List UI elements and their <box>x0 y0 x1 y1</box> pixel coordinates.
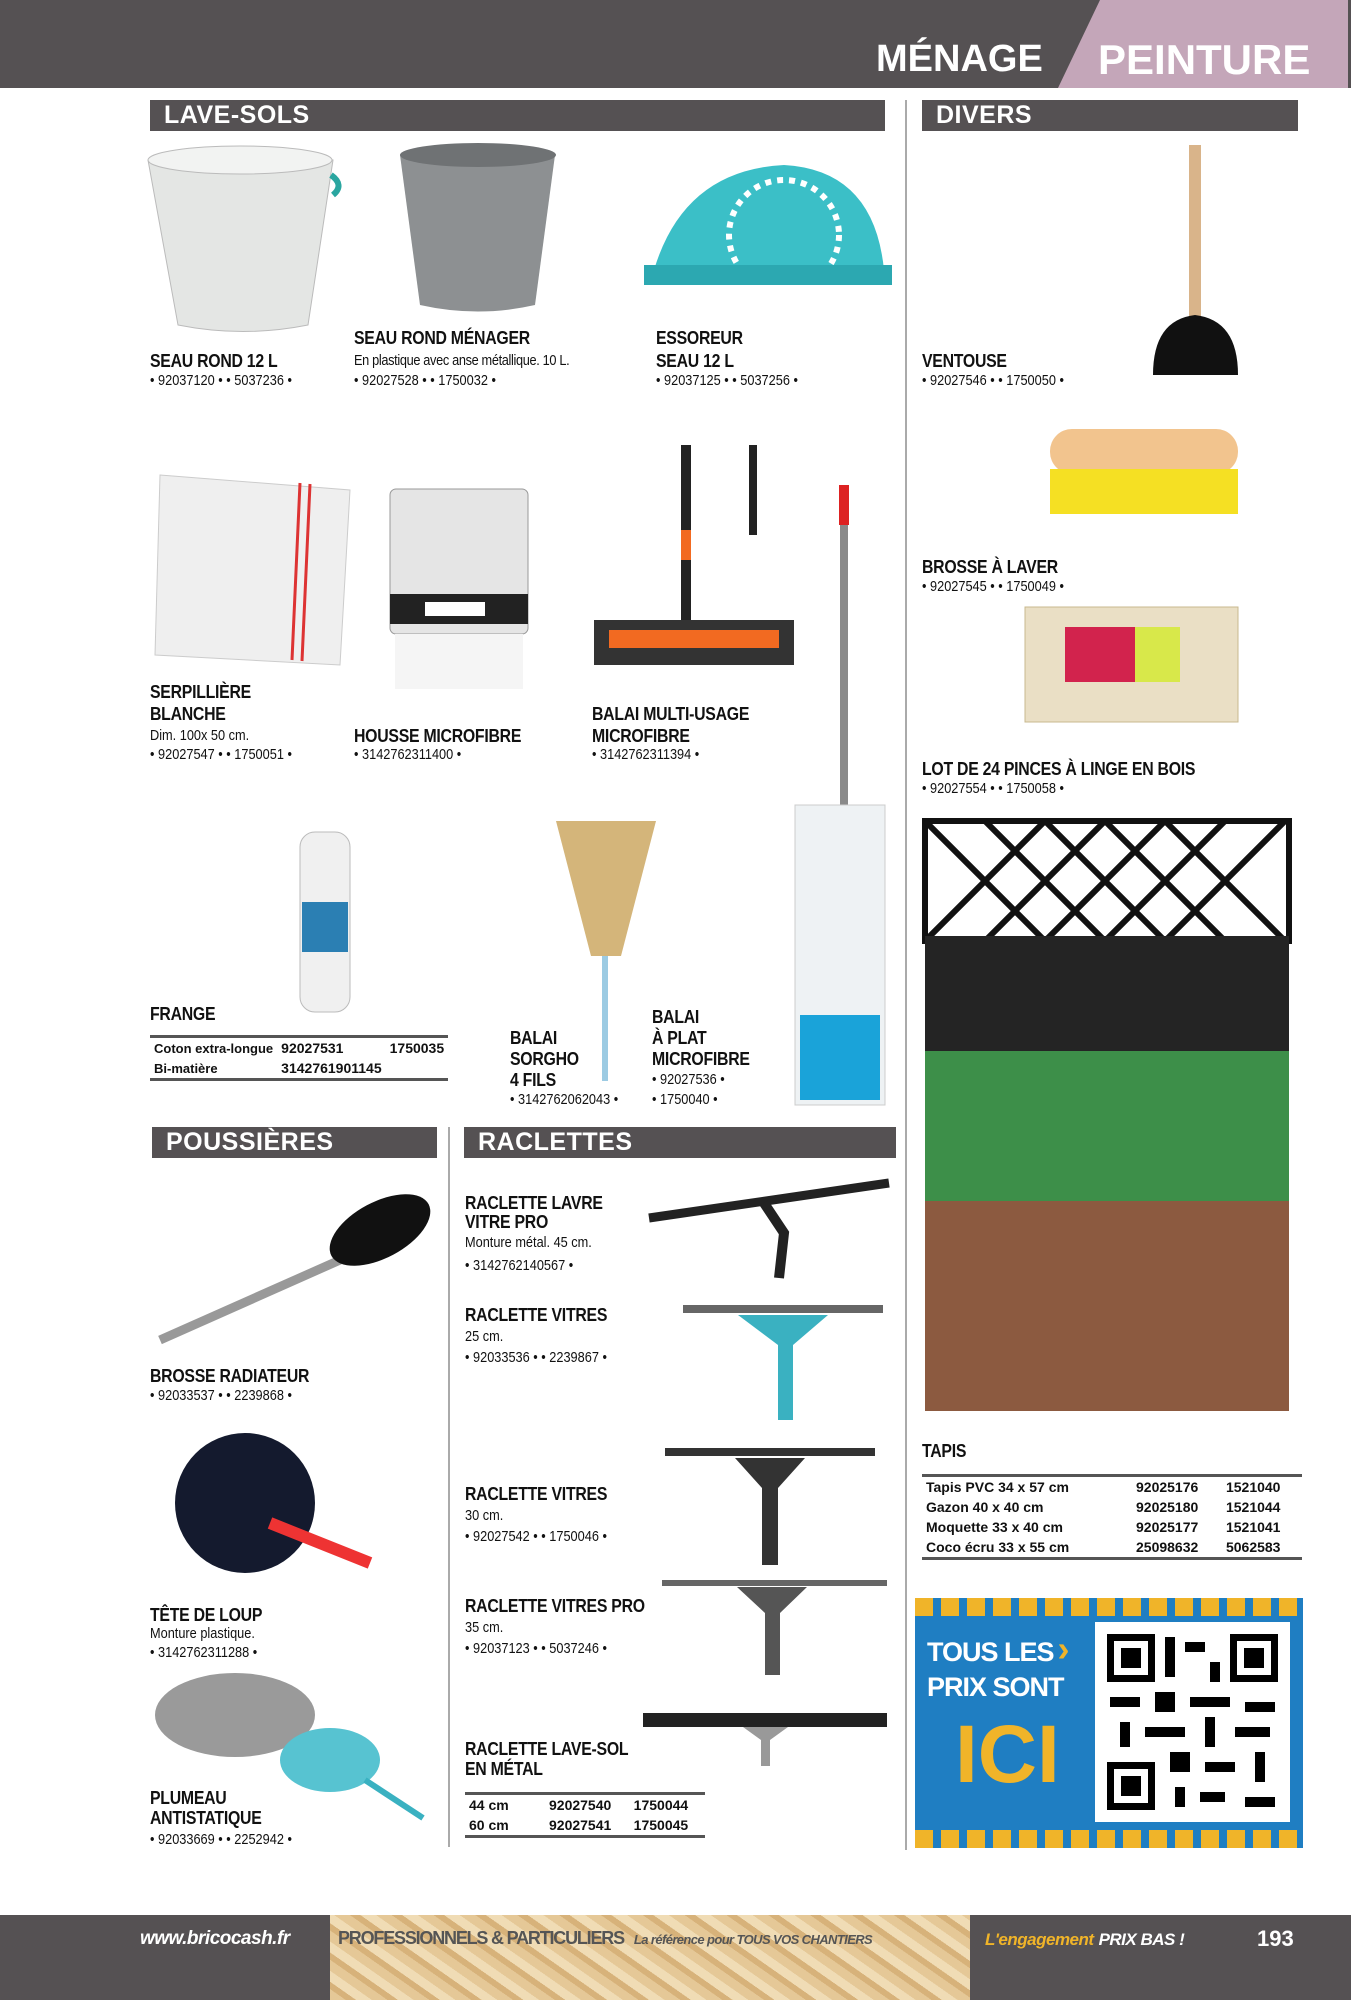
table-cell: 60 cm <box>469 1817 509 1833</box>
table-cell: Gazon 40 x 40 cm <box>926 1499 1044 1515</box>
product-refs: • 92033536 • • 2239867 • <box>465 1349 607 1366</box>
sorghum-broom-image <box>546 816 666 1084</box>
page-number: 193 <box>1257 1926 1294 1951</box>
table-row <box>465 1794 705 1816</box>
product-refs: • 92027554 • • 1750058 • <box>922 780 1064 797</box>
footer-slogan-sub: La référence pour TOUS VOS CHANTIERS <box>633 1932 873 1947</box>
product-refs: • 1750040 • <box>652 1091 718 1108</box>
product-refs: • 3142762140567 • <box>465 1257 574 1274</box>
flat-mop-image <box>780 485 893 1109</box>
product-title: BALAI <box>510 1028 558 1048</box>
product-title: VITRE PRO <box>465 1212 549 1232</box>
product-title: MICROFIBRE <box>592 726 690 746</box>
table-cell: Coco écru 33 x 55 cm <box>926 1539 1070 1555</box>
product-title: À PLAT <box>652 1028 707 1048</box>
product-desc: 30 cm. <box>465 1507 504 1524</box>
table-cell: Moquette 33 x 40 cm <box>926 1519 1063 1535</box>
product-title: FRANGE <box>150 1004 216 1024</box>
qr-promo-banner[interactable] <box>915 1598 1303 1848</box>
product-refs: • 92037123 • • 5037246 • <box>465 1640 607 1657</box>
product-title: BALAI MULTI-USAGE <box>592 704 750 724</box>
qr-text-line3: ICI <box>955 1709 1060 1800</box>
table-cell: 1750045 <box>633 1817 689 1833</box>
divider <box>448 1127 450 1847</box>
table-cell: 92025176 <box>1136 1479 1199 1495</box>
table-cell: 5062583 <box>1225 1539 1281 1555</box>
product-refs: • 92027546 • • 1750050 • <box>922 372 1064 389</box>
table-cell <box>386 1058 449 1080</box>
product-title: HOUSSE MICROFIBRE <box>354 726 522 746</box>
product-desc: Monture plastique. <box>150 1625 255 1642</box>
floor-squeegee-image <box>638 1708 892 1770</box>
product-refs: • 3142762062043 • <box>510 1091 619 1108</box>
table-cell: 3142761901145 <box>281 1060 382 1076</box>
product-desc: Dim. 100x 50 cm. <box>150 727 250 744</box>
wringer-image <box>644 160 892 312</box>
product-title: RACLETTE VITRES <box>465 1305 608 1325</box>
product-title: LOT DE 24 PINCES À LINGE EN BOIS <box>922 759 1196 779</box>
cobweb-duster-image <box>170 1428 380 1587</box>
product-title: 4 FILS <box>510 1070 556 1090</box>
product-desc: 35 cm. <box>465 1619 504 1636</box>
product-title: SEAU 12 L <box>656 351 734 371</box>
squeegee-pro-image <box>644 1173 892 1281</box>
product-title: RACLETTE VITRES <box>465 1484 608 1504</box>
qr-text-line1: TOUS LES <box>927 1637 1054 1667</box>
divider <box>905 100 907 1850</box>
table-row <box>922 1476 1302 1498</box>
frange-table <box>150 1035 448 1081</box>
footer-slogans <box>338 1928 966 1949</box>
table-cell: Bi-matière <box>154 1060 218 1076</box>
squeegee-30-image <box>660 1443 880 1568</box>
product-refs: • 92033669 • • 2252942 • <box>150 1831 292 1848</box>
tab-peinture[interactable]: PEINTURE <box>1098 36 1311 83</box>
product-title: BLANCHE <box>150 704 226 724</box>
product-refs: • 92027547 • • 1750051 • <box>150 746 292 763</box>
squeegee-25-image <box>678 1300 886 1428</box>
qr-line1-row <box>927 1628 1093 1669</box>
product-refs: • 92027528 • • 1750032 • <box>354 372 496 389</box>
mop-head-image <box>290 822 360 1020</box>
product-title: MICROFIBRE <box>652 1049 750 1069</box>
footer-url[interactable]: www.bricocash.fr <box>140 1928 290 1949</box>
product-refs: • 92037125 • • 5037256 • <box>656 372 798 389</box>
product-refs: • 92027542 • • 1750046 • <box>465 1528 607 1545</box>
floor-squeegee-table <box>465 1792 705 1838</box>
clothespins-image <box>1020 597 1243 729</box>
bucket-round-image <box>143 140 348 335</box>
table-row <box>922 1537 1302 1559</box>
scrub-brush-image <box>1045 414 1243 529</box>
multi-use-mop-image <box>589 440 803 695</box>
product-refs: • 3142762311400 • <box>354 746 462 763</box>
table-cell: 1750044 <box>633 1797 689 1813</box>
table-cell: 92027541 <box>549 1817 612 1833</box>
section-poussieres: POUSSIÈRES <box>152 1127 437 1158</box>
tapis-table <box>922 1474 1302 1560</box>
product-title: PLUMEAU <box>150 1788 227 1808</box>
product-title: EN MÉTAL <box>465 1759 543 1779</box>
product-refs: • 3142762311288 • <box>150 1644 258 1661</box>
table-cell: Coton extra-longue <box>154 1040 274 1056</box>
product-desc: 25 cm. <box>465 1328 504 1345</box>
stripe <box>915 1598 1303 1616</box>
product-title: BALAI <box>652 1007 700 1027</box>
table-cell: 1521041 <box>1225 1519 1281 1535</box>
table-cell: 25098632 <box>1136 1539 1199 1555</box>
section-menage: MÉNAGE <box>876 38 1043 80</box>
product-title: SEAU ROND MÉNAGER <box>354 328 530 348</box>
stripe <box>915 1830 1303 1848</box>
radiator-brush-image <box>150 1170 436 1351</box>
table-row <box>922 1517 1302 1537</box>
squeegee-pro35-image <box>657 1575 892 1680</box>
chevron-right-icon: › <box>1057 1628 1070 1669</box>
product-desc: En plastique avec anse métallique. 10 L. <box>354 352 570 369</box>
product-title: TAPIS <box>922 1441 967 1461</box>
table-row <box>922 1497 1302 1517</box>
product-title: SORGHO <box>510 1049 579 1069</box>
section-divers: DIVERS <box>922 100 1298 131</box>
product-title: SEAU ROND 12 L <box>150 351 278 371</box>
product-title: VENTOUSE <box>922 351 1007 371</box>
product-title: ESSOREUR <box>656 328 743 348</box>
product-refs: • 3142762311394 • <box>592 746 700 763</box>
product-refs: • 92033537 • • 2239868 • <box>150 1387 292 1404</box>
bucket-menager-image <box>395 140 561 316</box>
plunger-image <box>1148 140 1243 385</box>
table-row <box>465 1815 705 1837</box>
product-title: ANTISTATIQUE <box>150 1808 262 1828</box>
table-cell: 1521040 <box>1225 1479 1281 1495</box>
product-desc: Monture métal. 45 cm. <box>465 1234 592 1251</box>
table-row <box>150 1058 448 1080</box>
table-cell: 92027540 <box>549 1797 612 1813</box>
product-title: TÊTE DE LOUP <box>150 1605 263 1625</box>
product-title: BROSSE À LAVER <box>922 557 1058 577</box>
product-title: RACLETTE LAVRE <box>465 1193 603 1213</box>
qr-text-line2: PRIX SONT <box>927 1672 1064 1702</box>
table-cell: 92025180 <box>1136 1499 1199 1515</box>
table-row <box>150 1037 448 1059</box>
engagement-label: L'engagement <box>985 1930 1094 1949</box>
section-raclettes: RACLETTES <box>464 1127 896 1158</box>
product-title: SERPILLIÈRE <box>150 682 251 702</box>
table-cell: 92025177 <box>1136 1519 1199 1535</box>
section-lave-sols: LAVE-SOLS <box>150 100 885 131</box>
product-refs: • 92037120 • • 5037236 • <box>150 372 292 389</box>
footer-slogan: PROFESSIONNELS & PARTICULIERS <box>338 1928 624 1948</box>
microfiber-cover-image <box>385 474 533 695</box>
product-title: RACLETTE LAVE-SOL <box>465 1739 629 1759</box>
footer-engagement <box>985 1930 1240 1950</box>
table-cell: 44 cm <box>469 1797 509 1813</box>
floorcloth-image <box>150 465 357 670</box>
product-title: BROSSE RADIATEUR <box>150 1366 310 1386</box>
engagement-prix-bas: PRIX BAS ! <box>1098 1930 1185 1949</box>
product-title: RACLETTE VITRES PRO <box>465 1596 645 1616</box>
table-cell: Tapis PVC 34 x 57 cm <box>926 1479 1069 1495</box>
doormats-image <box>920 816 1294 1413</box>
table-cell: 1750035 <box>389 1040 445 1056</box>
product-refs: • 92027545 • • 1750049 • <box>922 578 1064 595</box>
product-refs: • 92027536 • <box>652 1071 725 1088</box>
table-cell: 92027531 <box>281 1040 344 1056</box>
table-cell: 1521044 <box>1225 1499 1281 1515</box>
qr-code[interactable] <box>1095 1622 1290 1822</box>
